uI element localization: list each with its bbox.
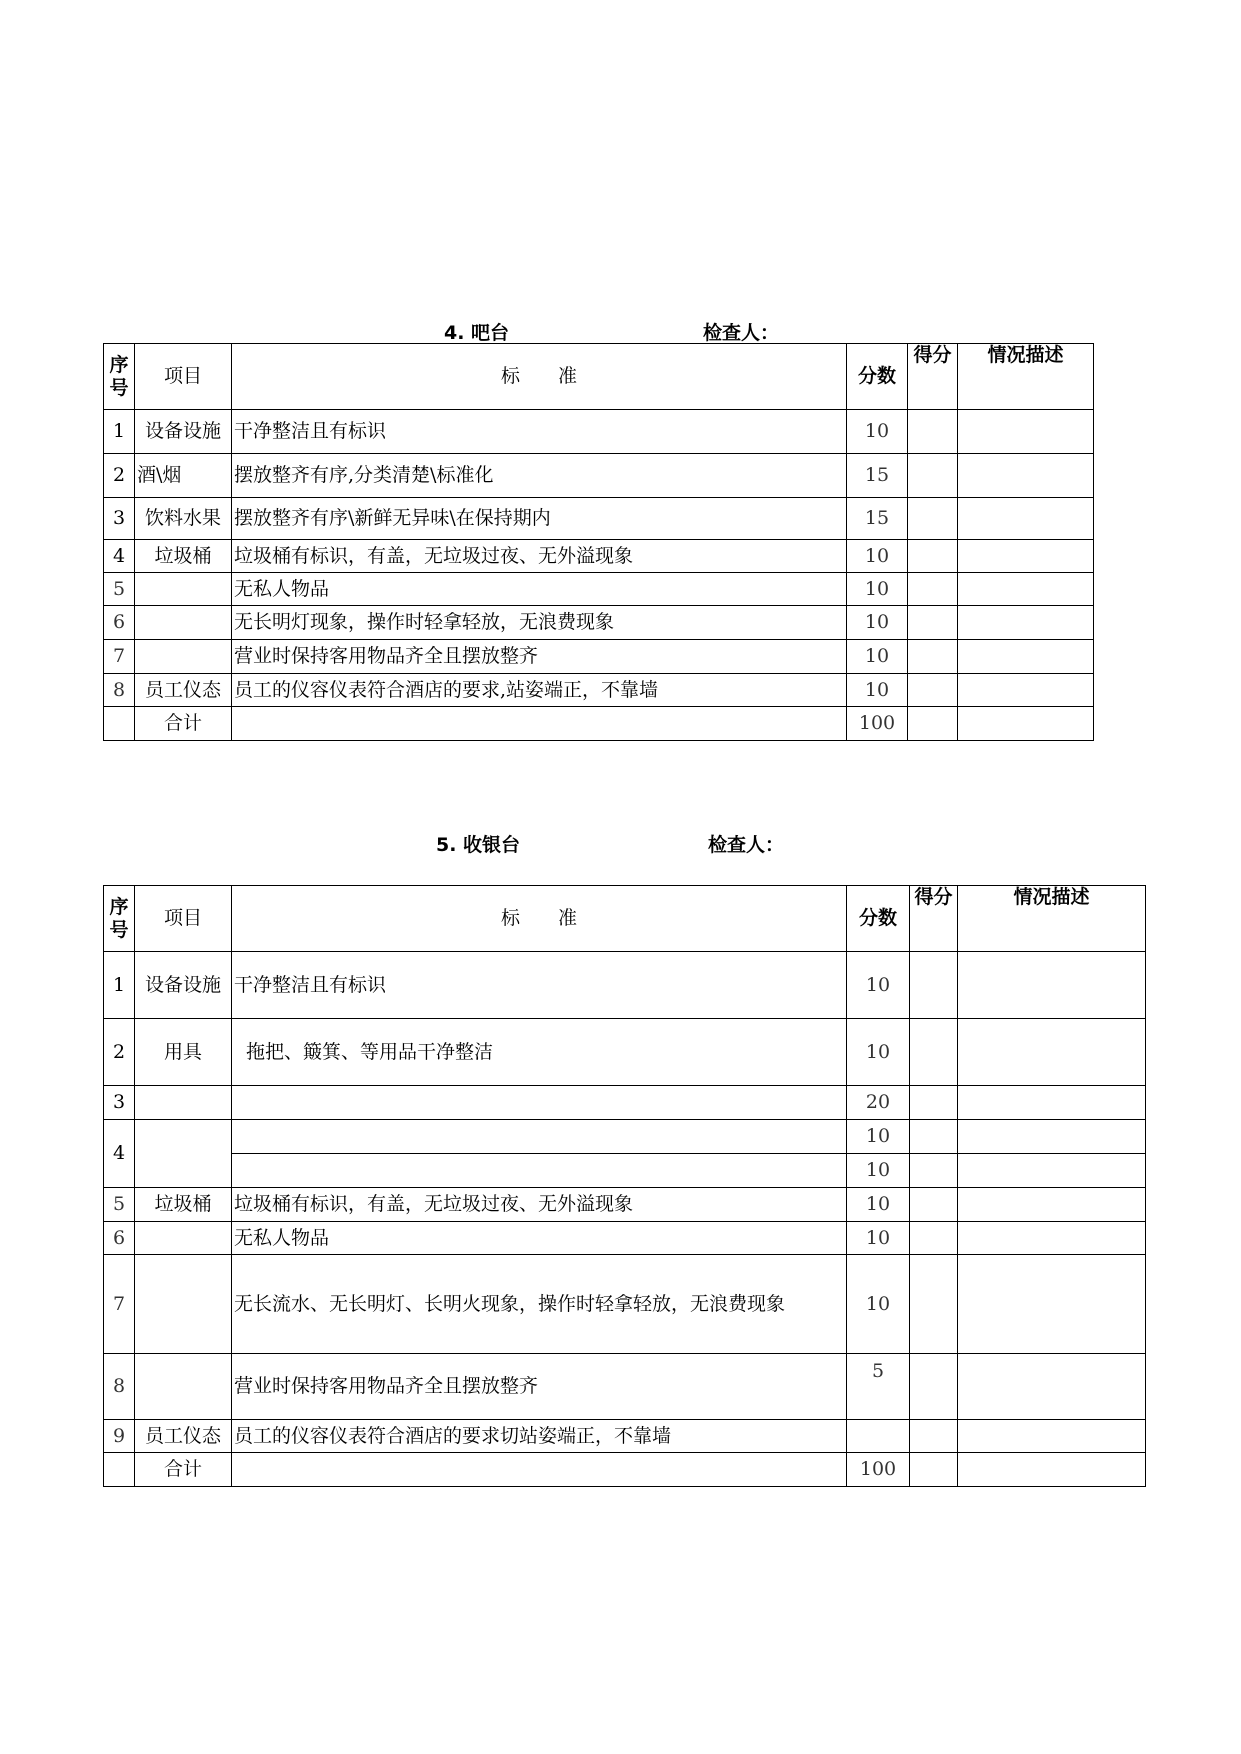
row-score: 10 — [847, 606, 908, 640]
section5-title-line — [0, 830, 1241, 858]
row-description[interactable] — [958, 952, 1146, 1019]
row-description[interactable] — [958, 1420, 1146, 1453]
row-score: 10 — [847, 1154, 910, 1188]
header-seq: 序号 — [104, 886, 135, 952]
row-item: 员工仪态 — [135, 674, 232, 707]
table-header-row — [104, 344, 1094, 410]
row-description[interactable] — [958, 1019, 1146, 1086]
table-row — [104, 540, 1094, 573]
row-standard: 营业时保持客用物品齐全且摆放整齐 — [232, 640, 847, 674]
row-item: 酒\烟 — [135, 454, 232, 498]
total-seq — [104, 707, 135, 741]
header-standard: 标 准 — [232, 344, 847, 410]
row-seq: 2 — [104, 1019, 135, 1086]
row-score: 5 — [847, 1354, 910, 1420]
row-standard: 干净整洁且有标识 — [232, 410, 847, 454]
header-description: 情况描述 — [958, 886, 1146, 952]
row-score: 10 — [847, 674, 908, 707]
row-seq: 1 — [104, 410, 135, 454]
row-score: 20 — [847, 1086, 910, 1120]
table-row — [104, 952, 1146, 1019]
table-row — [104, 640, 1094, 674]
table-row — [104, 1019, 1146, 1086]
row-standard: 垃圾桶有标识，有盖，无垃圾过夜、无外溢现象 — [232, 1188, 847, 1222]
row-description[interactable] — [958, 674, 1094, 707]
row-item: 设备设施 — [135, 410, 232, 454]
row-got-score[interactable] — [910, 1188, 958, 1222]
row-got-score[interactable] — [908, 498, 958, 540]
header-score: 分数 — [847, 886, 910, 952]
row-item: 员工仪态 — [135, 1420, 232, 1453]
row-description[interactable] — [958, 1354, 1146, 1420]
header-seq: 序号 — [104, 344, 135, 410]
row-seq: 1 — [104, 952, 135, 1019]
table-row — [104, 410, 1094, 454]
row-description[interactable] — [958, 498, 1094, 540]
total-score: 100 — [847, 1453, 910, 1487]
row-seq: 4 — [104, 540, 135, 573]
total-score: 100 — [847, 707, 908, 741]
row-got-score[interactable] — [908, 640, 958, 674]
row-seq: 4 — [104, 1120, 135, 1188]
total-label: 合计 — [135, 707, 232, 741]
row-item: 用具 — [135, 1019, 232, 1086]
row-item — [135, 1222, 232, 1255]
row-standard: 无长流水、无长明灯、长明火现象，操作时轻拿轻放，无浪费现象 — [232, 1255, 847, 1354]
row-seq: 7 — [104, 640, 135, 674]
row-seq: 5 — [104, 1188, 135, 1222]
total-seq — [104, 1453, 135, 1487]
row-score: 10 — [847, 540, 908, 573]
table-row — [104, 1120, 1146, 1154]
total-standard — [232, 707, 847, 741]
row-item: 垃圾桶 — [135, 540, 232, 573]
table-row — [104, 498, 1094, 540]
row-standard — [232, 1086, 847, 1120]
row-seq: 6 — [104, 606, 135, 640]
row-got-score[interactable] — [908, 454, 958, 498]
row-description[interactable] — [958, 1154, 1146, 1188]
total-standard — [232, 1453, 847, 1487]
row-item: 饮料水果 — [135, 498, 232, 540]
section5-table — [103, 885, 1146, 1487]
row-standard — [232, 1120, 847, 1154]
row-got-score[interactable] — [908, 606, 958, 640]
row-score: 10 — [847, 410, 908, 454]
table-row — [104, 1255, 1146, 1354]
row-standard: 营业时保持客用物品齐全且摆放整齐 — [232, 1354, 847, 1420]
section5-inspector-label: 检查人： — [708, 834, 785, 856]
header-got-score: 得分 — [910, 886, 958, 952]
row-seq: 8 — [104, 674, 135, 707]
row-got-score[interactable] — [908, 573, 958, 606]
row-standard: 摆放整齐有序\新鲜无异味\在保持期内 — [232, 498, 847, 540]
row-item — [135, 1255, 232, 1354]
row-got-score[interactable] — [908, 410, 958, 454]
table-row — [104, 454, 1094, 498]
row-standard: 垃圾桶有标识，有盖，无垃圾过夜、无外溢现象 — [232, 540, 847, 573]
row-item — [135, 1354, 232, 1420]
section4-inspector-label: 检查人： — [703, 322, 780, 344]
row-seq: 3 — [104, 498, 135, 540]
row-description[interactable] — [958, 573, 1094, 606]
total-got-score[interactable] — [908, 707, 958, 741]
row-description[interactable] — [958, 1188, 1146, 1222]
row-seq: 7 — [104, 1255, 135, 1354]
row-score: 15 — [847, 498, 908, 540]
total-label: 合计 — [135, 1453, 232, 1487]
header-score: 分数 — [847, 344, 908, 410]
table-total-row — [104, 707, 1094, 741]
row-description[interactable] — [958, 1222, 1146, 1255]
table-row — [104, 674, 1094, 707]
row-item — [135, 640, 232, 674]
row-standard: 员工的仪容仪表符合酒店的要求,站姿端正，不靠墙 — [232, 674, 847, 707]
row-item: 设备设施 — [135, 952, 232, 1019]
row-standard: 摆放整齐有序,分类清楚\标准化 — [232, 454, 847, 498]
row-score: 10 — [847, 1255, 910, 1354]
row-standard: 无长明灯现象，操作时轻拿轻放，无浪费现象 — [232, 606, 847, 640]
row-score: 10 — [847, 1120, 910, 1154]
row-score: 10 — [847, 1222, 910, 1255]
row-standard: 员工的仪容仪表符合酒店的要求切站姿端正，不靠墙 — [232, 1420, 847, 1453]
table-row — [104, 1222, 1146, 1255]
row-seq: 6 — [104, 1222, 135, 1255]
section4-title-line — [0, 318, 1241, 346]
row-description[interactable] — [958, 410, 1094, 454]
row-standard: 干净整洁且有标识 — [232, 952, 847, 1019]
row-seq: 9 — [104, 1420, 135, 1453]
header-got-score: 得分 — [908, 344, 958, 410]
row-standard — [232, 1154, 847, 1188]
row-description[interactable] — [958, 1120, 1146, 1154]
table-row — [104, 1354, 1146, 1420]
header-item: 项目 — [135, 344, 232, 410]
row-seq: 5 — [104, 573, 135, 606]
row-standard: 拖把、簸箕、等用品干净整洁 — [232, 1019, 847, 1086]
row-seq: 3 — [104, 1086, 135, 1120]
total-got-score[interactable] — [910, 1453, 958, 1487]
header-item: 项目 — [135, 886, 232, 952]
section4-table — [103, 343, 1094, 741]
table-row — [104, 1154, 1146, 1188]
row-description[interactable] — [958, 454, 1094, 498]
section4-title: 4. 吧台 — [444, 322, 510, 344]
row-got-score[interactable] — [910, 1222, 958, 1255]
row-got-score[interactable] — [910, 1255, 958, 1354]
row-got-score[interactable] — [910, 1086, 958, 1120]
row-seq: 8 — [104, 1354, 135, 1420]
row-item: 垃圾桶 — [135, 1188, 232, 1222]
table-row — [104, 573, 1094, 606]
row-score — [847, 1420, 910, 1453]
row-seq: 2 — [104, 454, 135, 498]
row-got-score[interactable] — [910, 1154, 958, 1188]
table-row — [104, 1420, 1146, 1453]
row-description[interactable] — [958, 606, 1094, 640]
row-description[interactable] — [958, 1255, 1146, 1354]
row-standard: 无私人物品 — [232, 573, 847, 606]
section5-title: 5. 收银台 — [436, 834, 521, 856]
table-total-row — [104, 1453, 1146, 1487]
row-item — [135, 1086, 232, 1120]
row-item — [135, 573, 232, 606]
row-description[interactable] — [958, 640, 1094, 674]
table-row — [104, 606, 1094, 640]
total-description[interactable] — [958, 1453, 1146, 1487]
row-score: 15 — [847, 454, 908, 498]
row-score: 10 — [847, 573, 908, 606]
row-score: 10 — [847, 640, 908, 674]
header-description: 情况描述 — [958, 344, 1094, 410]
row-item — [135, 1120, 232, 1188]
row-got-score[interactable] — [910, 1120, 958, 1154]
row-got-score[interactable] — [908, 674, 958, 707]
row-score: 10 — [847, 952, 910, 1019]
row-item — [135, 606, 232, 640]
table-row — [104, 1188, 1146, 1222]
row-got-score[interactable] — [910, 952, 958, 1019]
table-row — [104, 1086, 1146, 1120]
row-score: 10 — [847, 1019, 910, 1086]
row-got-score[interactable] — [910, 1354, 958, 1420]
row-standard: 无私人物品 — [232, 1222, 847, 1255]
total-description[interactable] — [958, 707, 1094, 741]
row-got-score[interactable] — [908, 540, 958, 573]
table-header-row — [104, 886, 1146, 952]
row-got-score[interactable] — [910, 1019, 958, 1086]
row-score: 10 — [847, 1188, 910, 1222]
row-got-score[interactable] — [910, 1420, 958, 1453]
header-standard: 标 准 — [232, 886, 847, 952]
row-description[interactable] — [958, 540, 1094, 573]
row-description[interactable] — [958, 1086, 1146, 1120]
